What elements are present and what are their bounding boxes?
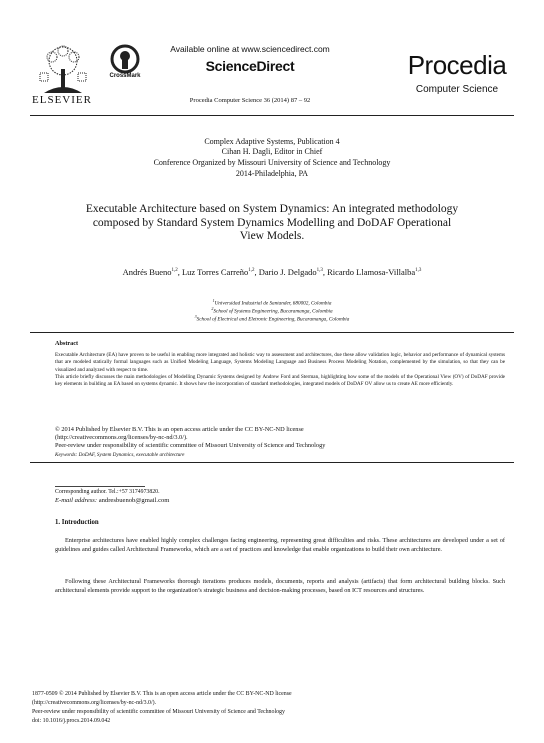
- license-link[interactable]: (http://creativecommons.org/licenses/by-nc-nd/3.0/).: [32, 700, 157, 706]
- peer-review-note: Peer-review under responsibility of scientific committee of Missouri University of Science and Technology: [55, 442, 326, 449]
- author-list: Andrés Bueno$^{1,2}$, Luz Torres Carreño$^{1,2}$, Dario J. Delgado$^{1,3}$, Ricardo Llamosa-Villalba$^{1,3}$: [122, 267, 422, 277]
- issn-license-line: 1877-0509 © 2014 Published by Elsevier B.V. This is an open access article under the CC BY-NC-ND license: [32, 691, 292, 697]
- abstract-bottom-divider: [30, 462, 514, 463]
- author-name: Dario J. Delgado: [258, 267, 317, 277]
- author-name: Andrés Bueno: [122, 267, 172, 277]
- conference-series: Complex Adaptive Systems, Publication 4: [204, 137, 340, 146]
- abstract-top-divider: [30, 332, 514, 333]
- conference-organizer: Conference Organized by Missouri University of Science and Technology: [153, 158, 391, 167]
- author-name: Luz Torres Carreño: [181, 267, 249, 277]
- author-name: Ricardo Llamosa-Villalba: [327, 267, 416, 277]
- header-divider: [30, 115, 514, 116]
- abstract-paragraph: This article briefly discusses the main methodologies of Modelling Dynamic Systems designed by Andrew Ford and Sterman, highlighting how some of the models of the Operational View (OV) of DoDAF provide key elements in building an EA based on systems dynamic. It shows how the incorporation of standard methodologies, integrated models of DoDAF OV allow us to create AE more efficiently.: [55, 373, 505, 388]
- affiliation: $^1$Universidad Industrial de Santander, 680002, Colombia: [212, 298, 332, 307]
- abstract-heading: Abstract: [55, 340, 79, 347]
- journal-logo-subtitle: Computer Science: [415, 84, 499, 95]
- elsevier-tree-logo: [34, 40, 92, 102]
- crossmark-icon[interactable]: [110, 44, 140, 74]
- body-paragraph: Following these Architectural Frameworks thorough iterations produces models, documents, reports and analysis (artifacts) that form architectural building blocks. Such architectural elements provide support to the organization’s strategic business and decision-making processes, based on ICT resources and structures.: [55, 578, 505, 594]
- corresponding-author-note: Corresponding author. Tel.:+57 3174973820.: [55, 489, 160, 495]
- peer-review-note: Peer-review under responsibility of scientific committee of Missouri University of Science and Technology: [32, 709, 285, 715]
- body-paragraph: Enterprise architectures have enabled highly complex challenges facing engineering, representing great difficulties and risks. These architectures are developed under a set of guidelines and guides called Architectural Frameworks, which are a set of practices and knowledge that enable organizations to build their own architecture.: [55, 537, 505, 553]
- doi-line[interactable]: doi: 10.1016/j.procs.2014.09.042: [32, 718, 111, 724]
- crossmark-label: CrossMark: [109, 73, 141, 79]
- email-line: E-mail address: andresbuenob@gmail.com: [55, 497, 170, 504]
- paper-title: Executable Architecture based on System Dynamics: An integrated methodology composed by Standard System Dynamics Modelling and DoDAF Operational View Models.: [85, 203, 459, 242]
- email-address[interactable]: andresbuenob@gmail.com: [97, 497, 170, 504]
- abstract-paragraph: Executable Architecture (EA) have proven to be useful in enabling more integrated and holistic way to assessment and architectures, due these allow validation logic, behavior and performance of dynamical systems that are modeled statically formal languages such as Unified Modeling Language, Systems Modeling Language and Business Process Modeling Notation, complemented by the simulation, so that they can be visualized and analyzed with respect to time.: [55, 352, 505, 373]
- conference-editor: Cihan H. Dagli, Editor in Chief: [221, 147, 323, 156]
- footnote-divider: [55, 486, 145, 487]
- abstract-body: [55, 352, 505, 388]
- available-online-text: Available online at www.sciencedirect.com: [170, 44, 330, 54]
- copyright-block: [55, 426, 505, 450]
- conference-location: 2014-Philadelphia, PA: [235, 169, 309, 178]
- copyright-line: © 2014 Published by Elsevier B.V. This is an open access article under the CC BY-NC-ND license: [55, 426, 304, 433]
- license-link[interactable]: (http://creativecommons.org/licenses/by-nc-nd/3.0/).: [55, 434, 188, 441]
- journal-citation: Procedia Computer Science 36 (2014) 87 – 92: [189, 97, 311, 104]
- affiliation: $^2$School of Systems Engineering, Bucaramanga, Colombia: [211, 306, 333, 315]
- publisher-wordmark: ELSEVIER: [32, 94, 92, 106]
- affiliation: $^3$School of Electrical and Eletronic Engineering, Bucaramanga, Colombia: [194, 314, 350, 323]
- section-heading: 1. Introduction: [55, 519, 99, 526]
- keywords: Keywords: DoDAF, System Dynamics, executable architecture: [55, 452, 185, 458]
- platform-name: ScienceDirect: [205, 58, 295, 74]
- journal-logo-title: Procedia: [407, 50, 507, 80]
